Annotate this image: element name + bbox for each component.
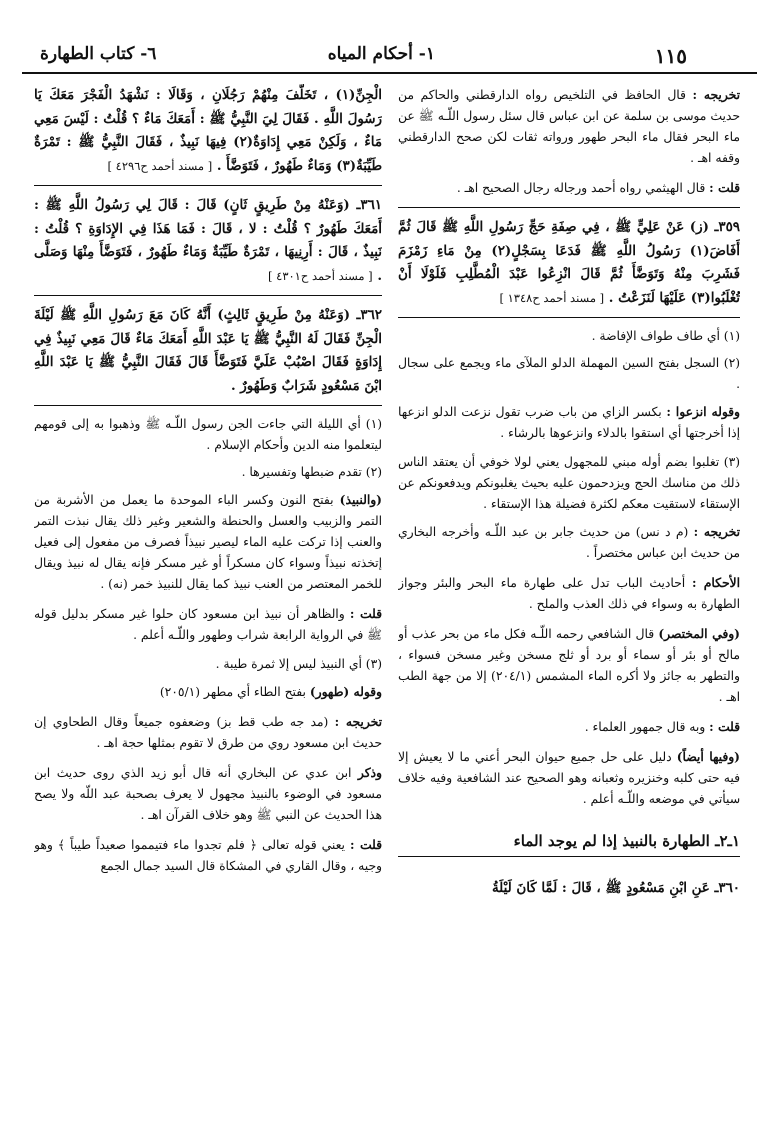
paragraph-label: قلت : bbox=[709, 719, 740, 734]
rulings-paragraph bbox=[398, 572, 740, 615]
paragraph-label: قلت : bbox=[709, 180, 740, 195]
hadith-359 bbox=[398, 216, 740, 310]
hadith-text: عَنْ عَلِيٍّ ﷺ ، فِي صِفَةِ حَجِّ رَسُولِ اللَّهِ ﷺ قَالَ ثُمَّ أَفَاضَ(١) رَسُولُ اللَّهِ ﷺ فَدَعَا بِسَجْلٍ(٢) مِنْ مَاءِ زَمْزَمَ فَشَرِبَ مِنْهُ وَتَوَضَّأَ ثُمَّ قَالَ انْزِعُوا عَبْدَ الْمُطَّلِبِ فَلَوْلَا أَنْ تُغْلَبُوا(٣) عَلَيْهَا لَنَزَعْتُ . bbox=[398, 219, 740, 306]
paragraph-label: وقوله (طهور) bbox=[309, 684, 382, 699]
commentary-paragraph bbox=[34, 681, 382, 703]
paragraph-label: (وفيها أيضاً) bbox=[676, 749, 740, 764]
paragraph-text: ابن عدي عن البخاري أنه قال أبو زيد الذي روى حديث ابن مسعود في الوضوء بالنبيذ مجهول لا يعرف بصحبة عبد اللّه ولا يصح هذا الحديث عن النبي ﷺ وهو خلاف القرآن اهـ . bbox=[34, 766, 382, 822]
page-number: ١١٥ bbox=[654, 44, 687, 68]
paragraph-text: بكسر الزاي من باب ضرب تقول نزعت الدلو انزعها إذا أخرجتها أي استقوا بالدلاء وانزعوها بالرشاء . bbox=[398, 405, 740, 440]
paragraph-text: دليل على حل جميع حيوان البحر أعني ما لا يعيش إلا فيه حتى كلبه وخنزيره وثعبانه وهو الصحيح عند الشافعية وفيه خلاف سيأتي في موضعه واللّـه أعلم . bbox=[398, 750, 740, 806]
paragraph-text: أحاديث الباب تدل على طهارة ماء البحر والبئر وجواز الطهارة به وسواء في ذلك العذب والملح . bbox=[398, 576, 740, 611]
divider bbox=[398, 317, 740, 318]
hadith-source: [ مسند أحمد ح٤٣٠١ ] bbox=[267, 268, 373, 283]
hadith-number: ٣٦١ـ bbox=[356, 197, 382, 213]
footnote: (١) أي طاف طواف الإفاضة . bbox=[591, 329, 740, 343]
hadith-text: (وَعَنْهُ مِنْ طَرِيقٍ ثَانٍ) قَالَ : قَالَ لِي رَسُولُ اللَّهِ ﷺ : أَمَعَكَ طَهُورٌ ؟ قُلْتُ : لا ، قَالَ : فَمَا هَذَا فِي الإِدَاوَةِ ؟ قُلْتُ : نَبِيذٌ ، قَالَ : أَرِنِيهَا ، تَمْرَةٌ طَيِّبَةٌ وَمَاءٌ طَهُورٌ ، فَتَوَضَّأَ مِنْهَا وَصَلَّى . bbox=[34, 197, 382, 284]
paragraph-text: والظاهر أن نبيذ ابن مسعود كان حلوا غير مسكر بدليل قوله ﷺ في الرواية الرابعة شراب وطهور واللّـه أعلم . bbox=[34, 607, 382, 642]
chapter-title: ١- أحكام المياه bbox=[327, 44, 435, 64]
paragraph-label: وذكر bbox=[357, 765, 382, 780]
takhrij-paragraph bbox=[34, 711, 382, 754]
paragraph-text: قال الشافعي رحمه اللّـه فكل ماء من بحر عذب أو مالح أو بئر أو سماء أو برد أو ثلج مسخن وغير مسخن فسواء ، والتطهر به جائز ولا أكره الماء المشمس (٢٠٤/١) إلا من جهة الطب اهـ . bbox=[398, 627, 740, 704]
paragraph-text: قال الهيثمي رواه أحمد ورجاله رجال الصحيح اهـ . bbox=[456, 181, 706, 195]
commentary-paragraph bbox=[34, 489, 382, 595]
divider bbox=[398, 207, 740, 208]
section-heading: ١ـ٢ـ الطهارة بالنبيذ إذا لم يوجد الماء bbox=[398, 832, 740, 857]
commentary-paragraph bbox=[398, 746, 740, 810]
paragraph-label: تخريجه : bbox=[334, 714, 382, 729]
divider bbox=[34, 295, 382, 296]
note-paragraph bbox=[398, 177, 740, 199]
hadith-362 bbox=[34, 304, 382, 398]
note-paragraph bbox=[398, 716, 740, 738]
paragraph-label: (والنبيذ) bbox=[339, 492, 382, 507]
footnote: (٣) أي النبيذ ليس إلا ثمرة طيبة . bbox=[215, 657, 382, 671]
paragraph-text: بفتح النون وكسر الباء الموحدة ما يعمل من الأشربة من التمر والزبيب والعسل والحنطة والشعير وغير ذلك يقال نبذت التمر والعنب إذا تركت عليه الماء ليصير نبيذاً فصرف من مفعول إلى فعيل إتخذته نبيذاً وسواء كان مسكراً أو غير مسكر فإنه يقال له نبيذ ويقال للخمر المعتصر من العنب نبيذ كما يقال للنبيذ خمر (نه) . bbox=[34, 493, 382, 591]
paragraph-label: وقوله انزعوا : bbox=[666, 404, 740, 419]
takhrij-paragraph bbox=[398, 84, 740, 169]
note-paragraph bbox=[34, 834, 382, 877]
hadith-361 bbox=[34, 194, 382, 288]
page-header bbox=[22, 42, 757, 74]
right-column bbox=[398, 84, 740, 1124]
hadith-number: ٣٥٩ـ (ز) bbox=[689, 219, 740, 235]
paragraph-label: تخريجه : bbox=[693, 524, 740, 539]
footnote: (١) أي الليلة التي جاءت الجن رسول اللّـه ﷺ وذهبوا به إلى قومهم ليتعلموا منه الدين وأحكام الإسلام . bbox=[34, 417, 382, 452]
footnote: (٢) السجل بفتح السين المهملة الدلو الملآى ماء ويجمع على سجال . bbox=[398, 356, 740, 391]
divider bbox=[34, 405, 382, 406]
paragraph-label: قلت : bbox=[350, 837, 382, 852]
commentary-paragraph bbox=[398, 401, 740, 444]
hadith-360 bbox=[398, 877, 740, 901]
hadith-text: (وَعَنْهُ مِنْ طَرِيقٍ ثَالِثٍ) أَنَّهُ كَانَ مَعَ رَسُولِ اللَّهِ ﷺ لَيْلَةَ الْجِنِّ فَقَالَ لَهُ النَّبِيُّ ﷺ يَا عَبْدَ اللَّهِ أَمَعَكَ مَاءٌ قَالَ مَعِي نَبِيذٌ فِي إِدَاوَةٍ فَقَالَ اصْبُبْ عَلَيَّ فَتَوَضَّأَ قَالَ فَقَالَ النَّبِيُّ ﷺ يَا عَبْدَ اللَّهِ ابْنَ مَسْعُودٍ شَرَابٌ وَطَهُورٌ . bbox=[34, 307, 382, 394]
footnote: (٢) تقدم ضبطها وتفسيرها . bbox=[241, 465, 382, 479]
commentary-paragraph bbox=[34, 762, 382, 826]
hadith-number: ٣٦٠ـ bbox=[714, 880, 740, 896]
paragraph-text: بفتح الطاء أي مطهر (٢٠٥/١) bbox=[159, 685, 306, 699]
book-title: ٦- كتاب الطهارة bbox=[40, 44, 157, 64]
note-paragraph bbox=[34, 603, 382, 646]
paragraph-text: قال الحافظ في التلخيص رواه الدارقطني والحاكم من حديث موسى بن سلمة عن ابن عباس قال سئل رسول اللّـه ﷺ عن ماء البحر فقال ماء البحر طهور ورواته ثقات لكن صحح الدارقطني وقفه اهـ . bbox=[398, 88, 740, 165]
hadith-text: عَنِ ابْنِ مَسْعُودٍ ﷺ ، قَالَ : لَمَّا كَانَ لَيْلَةُ bbox=[491, 880, 710, 896]
hadith-360-continued bbox=[34, 84, 382, 178]
paragraph-text: (مد جه طب قط بز) وضعفوه جميعاً وقال الطحاوي إن حديث ابن مسعود روي من طرق لا تقوم بمثلها حجة اهـ . bbox=[34, 715, 382, 750]
paragraph-text: يعني قوله تعالى ﴿ فلم تجدوا ماء فتيمموا صعيداً طيباً ﴾ وهو وجيه ، وقال القاري في المشكاة قال السيد جمال الجمع bbox=[34, 838, 382, 873]
left-column bbox=[34, 84, 382, 1124]
hadith-source: [ مسند أحمد ح١٣٤٨ ] bbox=[499, 290, 605, 305]
takhrij-paragraph bbox=[398, 521, 740, 564]
paragraph-text: (م د نس) من حديث جابر بن عبد اللّـه وأخرجه البخاري من حديث ابن عباس مختصراً . bbox=[398, 525, 740, 560]
paragraph-label: قلت : bbox=[349, 606, 382, 621]
paragraph-text: وبه قال جمهور العلماء . bbox=[584, 720, 706, 734]
hadith-number: ٣٦٢ـ bbox=[356, 307, 382, 323]
commentary-paragraph bbox=[398, 623, 740, 708]
paragraph-label: (وفي المختصر) bbox=[658, 626, 740, 641]
hadith-text: الْجِنِّ(١) ، تَخَلَّفَ مِنْهُمْ رَجُلَانِ ، وَقَالَا : نَشْهَدُ الْفَجْرَ مَعَكَ يَا رَسُولَ اللَّهِ . فَقَالَ لِيَ النَّبِيُّ ﷺ : أَمَعَكَ مَاءٌ ؟ قُلْتُ : لَيْسَ مَعِي مَاءٌ ، وَلَكِنْ مَعِي إِدَاوَةٌ(٢) فِيهَا نَبِيذٌ ، فَقَالَ النَّبِيُّ ﷺ : تَمْرَةٌ طَيِّبَةٌ(٣) وَمَاءٌ طَهُورٌ ، فَتَوَضَّأَ . bbox=[34, 87, 382, 174]
hadith-source: [ مسند أحمد ح٤٢٩٦ ] bbox=[107, 158, 213, 173]
paragraph-label: تخريجه : bbox=[692, 87, 740, 102]
divider bbox=[34, 185, 382, 186]
footnote: (٣) تغلبوا بضم أوله مبني للمجهول يعني لولا خوفي أن يعتقد الناس ذلك من مناسك الحج ويزدحمون عليه بحيث يغلبونكم ويدفعونكم عن الإستقاء لاستقيت معكم لكثرة فضيلة هذا الإستقاء . bbox=[398, 455, 740, 511]
paragraph-label: الأحكام : bbox=[692, 575, 740, 590]
